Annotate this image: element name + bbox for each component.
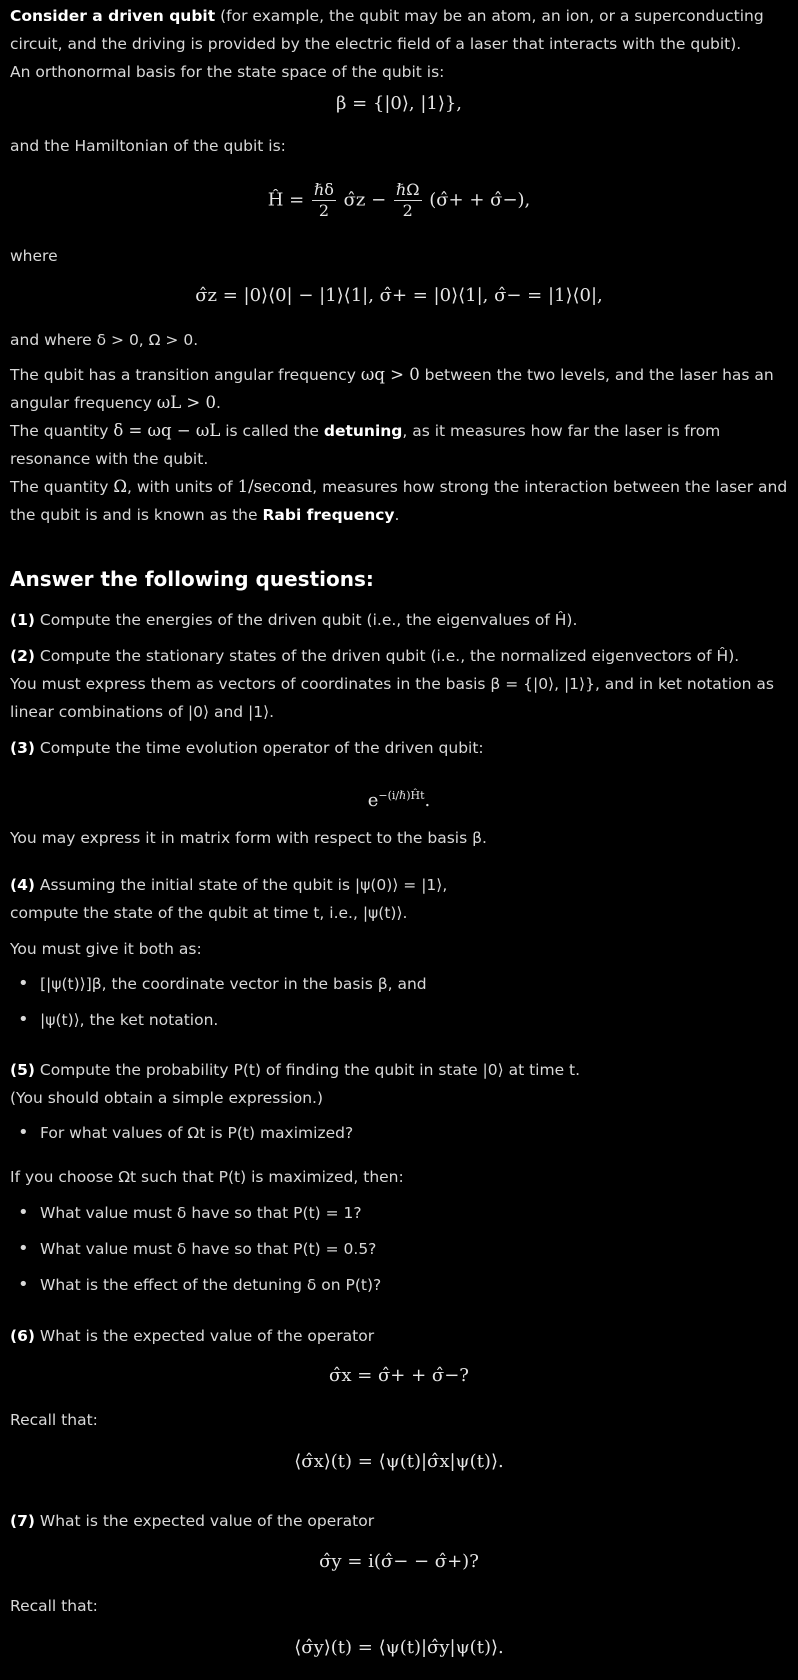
question-7-recall: Recall that:	[10, 1597, 98, 1615]
question-2: (2) Compute the stationary states of the driven qubit (i.e., the normalized eigenvectors of Ĥ). You must express them as vectors of coordinates in the basis β = {|0⟩, |1⟩}, and in ket notation as linear combinations of |0⟩ and |1⟩.	[10, 647, 774, 721]
question-4-note: You must give it both as:	[10, 940, 202, 958]
question-5-item-p1: • What value must δ have so that P(t) = 1?	[10, 1199, 788, 1227]
question-7: (7) What is the expected value of the operator	[10, 1512, 375, 1530]
hamiltonian-lhs: Ĥ =	[267, 189, 305, 211]
question-5-item-p05: • What value must δ have so that P(t) = 0.5?	[10, 1235, 788, 1263]
basis-intro: An orthonormal basis for the state space of the qubit is:	[10, 63, 445, 81]
question-3: (3) Compute the time evolution operator of the driven qubit:	[10, 739, 484, 757]
question-6-recall: Recall that:	[10, 1411, 98, 1429]
intro-bold: Consider a driven qubit	[10, 7, 216, 25]
sigma-y-expectation-equation: ⟨σ̂y⟩(t) = ⟨ψ(t)|σ̂y|ψ(t)⟩.	[294, 1637, 504, 1658]
question-5: (5) Compute the probability P(t) of finding the qubit in state |0⟩ at time t. (You should obtain a simple expression.)	[10, 1061, 581, 1107]
hamiltonian-intro: and the Hamiltonian of the qubit is:	[10, 137, 286, 155]
question-5-followup: If you choose Ωt such that P(t) is maximized, then:	[10, 1168, 404, 1186]
conditions-text: and where δ > 0, Ω > 0.	[10, 331, 199, 349]
question-4-item-coordinates: • [|ψ(t)⟩]β, the coordinate vector in the basis β, and	[10, 970, 788, 998]
basis-equation: β = {|0⟩, |1⟩},	[335, 93, 463, 114]
question-4: (4) Assuming the initial state of the qubit is |ψ(0)⟩ = |1⟩, compute the state of the qubit at time t, i.e., |ψ(t)⟩.	[10, 876, 448, 922]
intro-paragraph	[10, 2, 788, 86]
where-label: where	[10, 247, 58, 265]
hamiltonian-equation	[0, 180, 798, 221]
question-5-item-effect: • What is the effect of the detuning δ on P(t)?	[10, 1271, 788, 1299]
intro-text: (for example, the qubit may be an atom, an ion, or a superconducting circuit, and the driving is provided by the electric field of a laser that interacts with the qubit).	[10, 7, 764, 53]
sigma-x-expectation-equation: ⟨σ̂x⟩(t) = ⟨ψ(t)|σ̂x|ψ(t)⟩.	[294, 1451, 504, 1472]
time-evolution-equation: $e^{-(i/\hbar)Ĥt}$.	[367, 789, 431, 811]
question-3-note: You may express it in matrix form with respect to the basis β.	[10, 829, 487, 847]
question-1: (1) Compute the energies of the driven qubit (i.e., the eigenvalues of Ĥ).	[10, 611, 578, 629]
questions-heading: Answer the following questions:	[10, 567, 374, 591]
hamiltonian-mid: σ̂z −	[343, 189, 387, 211]
question-6: (6) What is the expected value of the operator	[10, 1327, 375, 1345]
operators-equation: σ̂z = |0⟩⟨0| − |1⟩⟨1|, σ̂+ = |0⟩⟨1|, σ̂− = |1⟩⟨0|,	[195, 285, 603, 306]
sigma-x-equation: σ̂x = σ̂+ + σ̂−?	[329, 1365, 469, 1386]
question-5-item-maximize: • For what values of Ωt is P(t) maximized?	[10, 1119, 788, 1147]
hamiltonian-tail: (σ̂+ + σ̂−),	[429, 189, 531, 211]
question-4-item-ket: • |ψ(t)⟩, the ket notation.	[10, 1006, 788, 1034]
transition-paragraph: The qubit has a transition angular frequency ωq > 0 between the two levels, and the laser has an angular frequency ωL > 0. The quantity δ = ωq − ωL is called the detuning, as it measures how far the laser is from resonance with the qubit. The quantity Ω, with units of 1/second, measures how strong the interaction between the laser and the qubit is and is known as the Rabi frequency.	[10, 365, 788, 524]
sigma-y-equation: σ̂y = i(σ̂− − σ̂+)?	[319, 1551, 479, 1572]
hamiltonian-fraction-1: $\frac{\text{ℏδ}}{2}$	[313, 180, 334, 220]
hamiltonian-fraction-2: $\frac{\text{ℏΩ}}{2}$	[395, 180, 420, 220]
